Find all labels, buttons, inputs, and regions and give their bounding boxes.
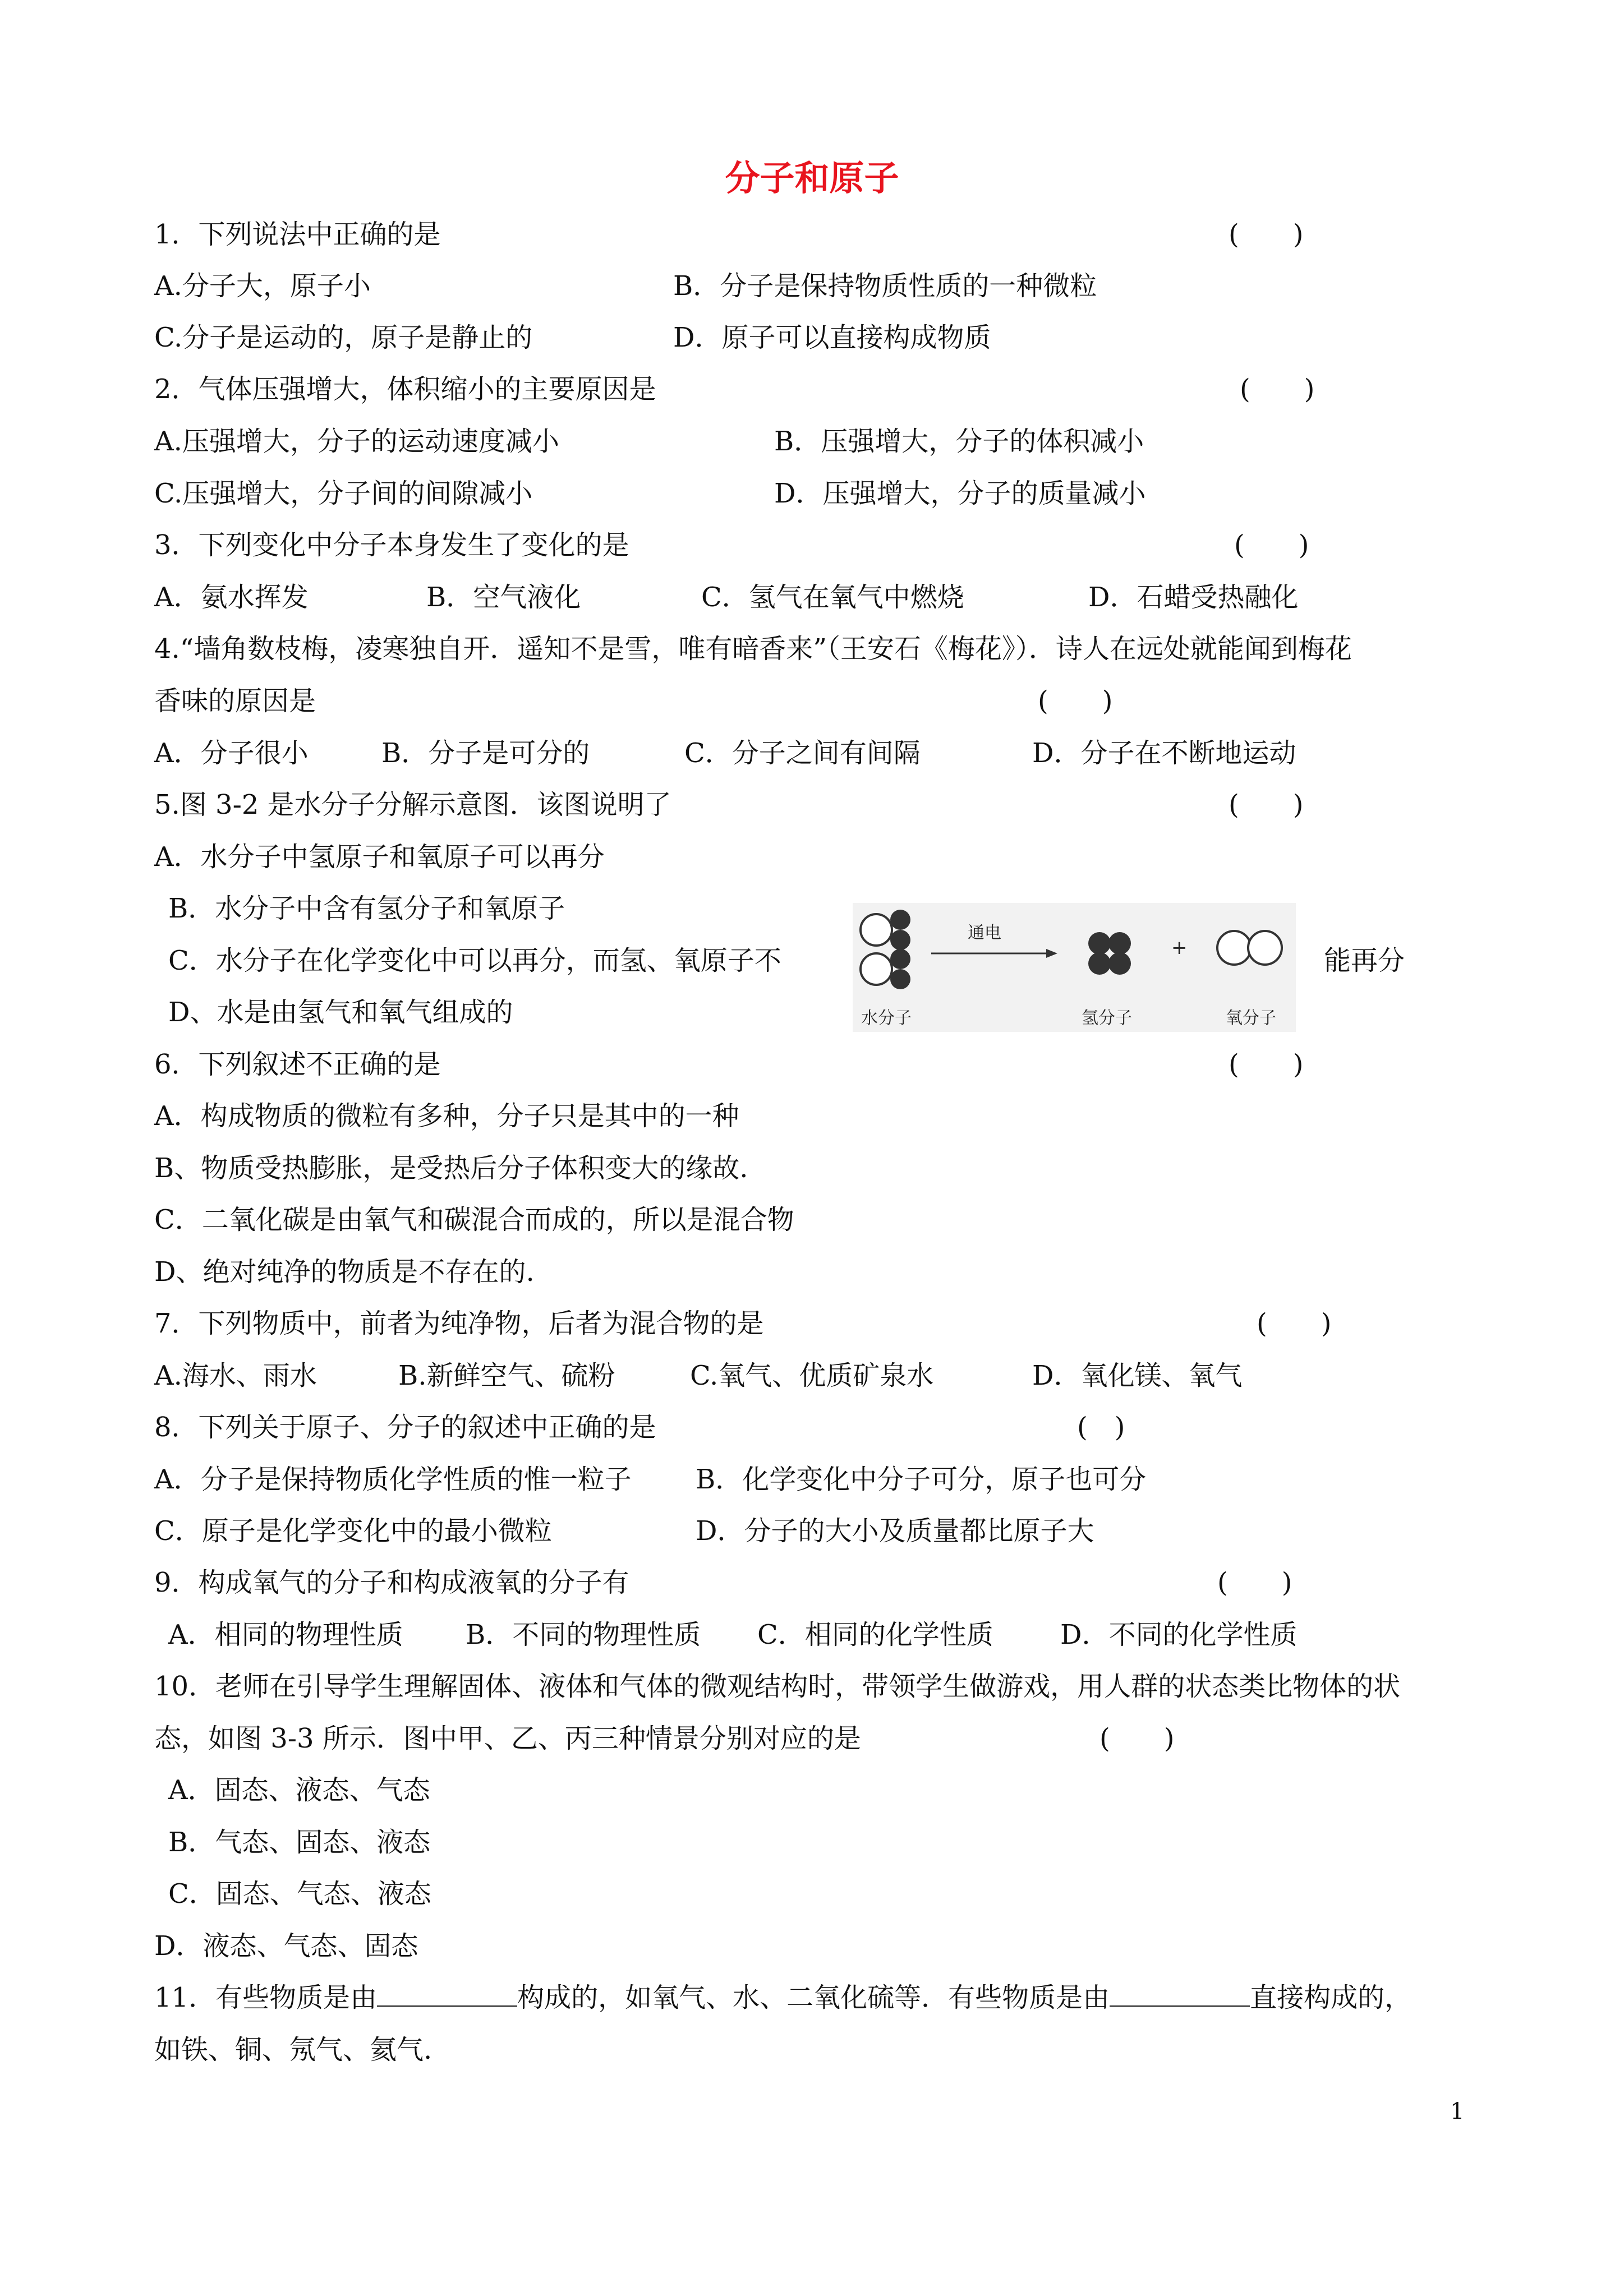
q2-stem: 2．气体压强增大，体积缩小的主要原因是 [154, 374, 656, 405]
q11-stem-part2: 构成的，如氧气、水、二氧化硫等．有些物质是由 [517, 1982, 1110, 2013]
q2-option-c: C.压强增大，分子间的间隙减小 [154, 478, 533, 509]
q5-option-b: B．水分子中含有氢分子和氧原子 [168, 893, 565, 924]
plus-sign: + [1171, 937, 1188, 959]
q4-option-c: C．分子之间有间隔 [684, 737, 921, 769]
q11-stem-part3: 直接构成的， [1250, 1982, 1412, 2013]
page-title: 分子和原子 [725, 158, 899, 199]
q2-option-d: D．压强增大，分子的质量减小 [774, 478, 1146, 509]
q4-option-d: D．分子在不断地运动 [1032, 737, 1296, 769]
q8-answer-paren: ( ) [1077, 1412, 1125, 1443]
q11-stem-line2: 如铁、铜、氖气、氦气. [154, 2034, 433, 2066]
oxygen-atom [861, 914, 892, 946]
hydrogen-atom [1108, 932, 1131, 955]
q7-option-c: C.氧气、优质矿泉水 [690, 1360, 934, 1391]
q7-option-b: B.新鲜空气、硫粉 [398, 1360, 615, 1391]
hydrogen-atom [890, 949, 910, 969]
q3-option-a: A．氨水挥发 [154, 582, 309, 613]
q3-option-b: B．空气液化 [426, 582, 581, 613]
q11-stem-part1: 11．有些物质是由 [154, 1982, 378, 2013]
q9-option-a: A．相同的物理性质 [168, 1619, 403, 1650]
q5-option-c-end: 能再分 [1324, 945, 1405, 976]
q6-option-a: A．构成物质的微粒有多种，分子只是其中的一种 [154, 1100, 739, 1132]
q8-option-d: D．分子的大小及质量都比原子大 [696, 1515, 1094, 1547]
q1-stem: 1．下列说法中正确的是 [154, 219, 441, 250]
q6-answer-paren: ( ) [1229, 1049, 1304, 1080]
q4-stem: 4.“墙角数枝梅，凌寒独自开．遥知不是雪，唯有暗香来”（王安石《梅花》）．诗人在远处就能闻到梅花 [154, 633, 1352, 665]
hydrogen-atom [1088, 952, 1111, 975]
q2-answer-paren: ( ) [1240, 374, 1315, 405]
q11-blank-1[interactable] [377, 1981, 517, 2007]
q9-option-d: D．不同的化学性质 [1060, 1619, 1298, 1650]
q10-option-a: A．固态、液态、气态 [168, 1774, 430, 1806]
q9-option-b: B．不同的物理性质 [466, 1619, 701, 1650]
oxygen-atom [1217, 931, 1251, 965]
q6-option-c: C．二氧化碳是由氧气和碳混合而成的，所以是混合物 [154, 1204, 794, 1235]
q7-option-a: A.海水、雨水 [154, 1360, 317, 1391]
q4-stem-line2: 香味的原因是 [154, 685, 316, 717]
q3-answer-paren: ( ) [1234, 529, 1309, 561]
hydrogen-atom [890, 910, 910, 930]
q9-option-c: C．相同的化学性质 [757, 1619, 993, 1650]
q2-option-b: B．压强增大，分子的体积减小 [774, 426, 1144, 457]
q8-option-a: A．分子是保持物质化学性质的惟一粒子 [154, 1464, 632, 1495]
q11-blank-2[interactable] [1110, 1981, 1250, 2007]
q1-option-a: A.分子大，原子小 [154, 270, 371, 302]
hydrogen-molecule-label: 氢分子 [1082, 1008, 1132, 1028]
q8-stem: 8．下列关于原子、分子的叙述中正确的是 [154, 1412, 656, 1443]
arrow-head [1046, 949, 1057, 958]
q10-option-d: D．液态、气态、固态 [154, 1930, 418, 1962]
hydrogen-atom [1088, 932, 1111, 955]
q10-option-b: B．气态、固态、液态 [168, 1827, 431, 1858]
arrow-label: 通电 [968, 923, 1001, 943]
q1-option-b: B．分子是保持物质性质的一种微粒 [673, 270, 1097, 302]
page-number: 1 [1450, 2099, 1465, 2124]
oxygen-molecule-label: 氧分子 [1226, 1008, 1276, 1028]
q2-option-a: A.压强增大，分子的运动速度减小 [154, 426, 559, 457]
q8-option-c: C．原子是化学变化中的最小微粒 [154, 1515, 552, 1547]
q9-answer-paren: ( ) [1217, 1567, 1292, 1598]
q10-answer-paren: ( ) [1099, 1723, 1175, 1754]
q10-option-c: C．固态、气态、液态 [168, 1878, 431, 1910]
q8-option-b: B．化学变化中分子可分，原子也可分 [696, 1464, 1147, 1495]
q5-stem: 5.图 3-2 是水分子分解示意图．该图说明了 [154, 789, 671, 820]
q4-answer-paren: ( ) [1038, 685, 1113, 717]
water-decomposition-figure [853, 903, 1296, 1032]
q3-option-d: D．石蜡受热融化 [1088, 582, 1299, 613]
q11-stem [154, 1981, 1411, 2014]
q9-stem: 9．构成氧气的分子和构成液氧的分子有 [154, 1567, 629, 1598]
q6-option-d: D、绝对纯净的物质是不存在的. [154, 1256, 535, 1288]
oxygen-atom [1248, 931, 1282, 965]
hydrogen-atom [890, 969, 910, 989]
q7-answer-paren: ( ) [1257, 1308, 1332, 1339]
oxygen-atom [861, 953, 892, 985]
q5-answer-paren: ( ) [1229, 789, 1304, 820]
q5-option-c: C．水分子在化学变化中可以再分，而氢、氧原子不 [168, 945, 781, 976]
water-molecule-label: 水分子 [861, 1008, 912, 1028]
q4-option-b: B．分子是可分的 [381, 737, 590, 769]
q1-answer-paren: ( ) [1229, 219, 1304, 250]
q4-option-a: A．分子很小 [154, 737, 309, 769]
q6-stem: 6．下列叙述不正确的是 [154, 1049, 441, 1080]
q7-stem: 7．下列物质中，前者为纯净物，后者为混合物的是 [154, 1308, 764, 1339]
q1-option-d: D．原子可以直接构成物质 [673, 322, 991, 353]
hydrogen-atom [890, 930, 910, 950]
q7-option-d: D．氧化镁、氧气 [1032, 1360, 1243, 1391]
q5-option-a: A．水分子中氢原子和氧原子可以再分 [154, 841, 605, 873]
q3-stem: 3．下列变化中分子本身发生了变化的是 [154, 529, 629, 561]
q5-option-d: D、水是由氢气和氧气组成的 [168, 997, 513, 1028]
q10-stem: 10．老师在引导学生理解固体、液体和气体的微观结构时，带领学生做游戏，用人群的状态类比物体的状 [154, 1671, 1401, 1702]
q1-option-c: C.分子是运动的，原子是静止的 [154, 322, 533, 353]
q3-option-c: C．氢气在氧气中燃烧 [701, 582, 964, 613]
hydrogen-atom [1108, 952, 1131, 975]
q10-stem-line2: 态，如图 3-3 所示．图中甲、乙、丙三种情景分别对应的是 [154, 1723, 861, 1754]
q6-option-b: B、物质受热膨胀，是受热后分子体积变大的缘故. [154, 1152, 748, 1184]
